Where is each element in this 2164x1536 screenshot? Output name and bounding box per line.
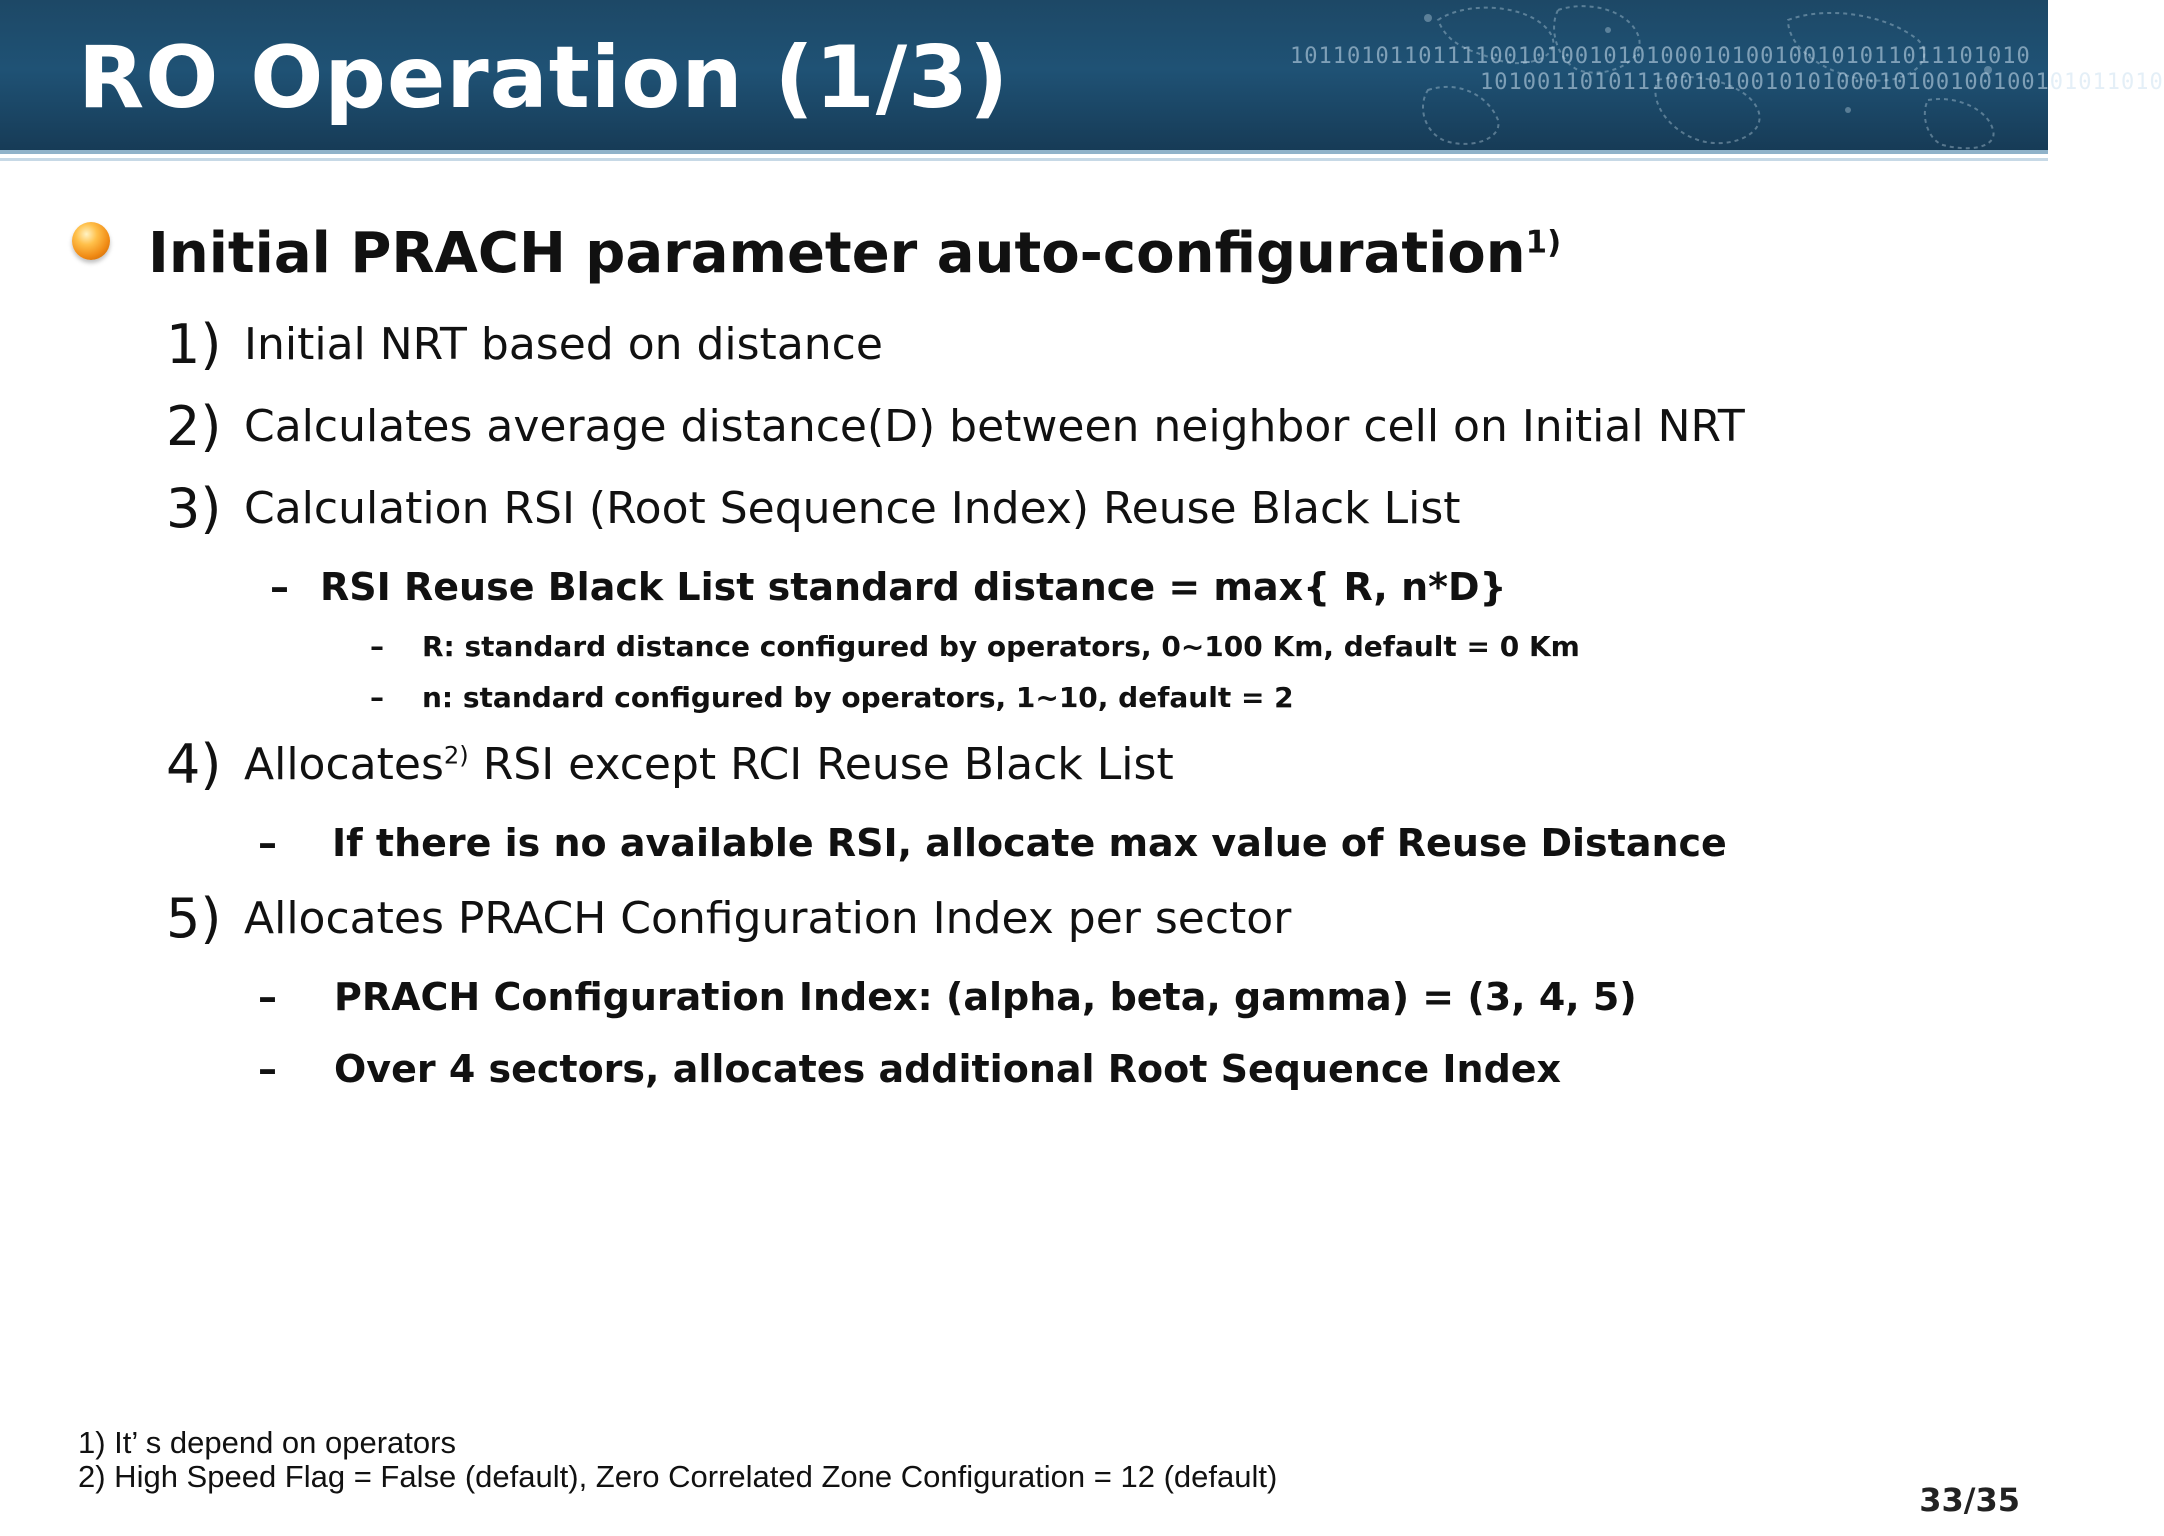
item-text: Allocates PRACH Configuration Index per sector [244, 893, 1292, 944]
footnote-ref: 1) [1525, 224, 1562, 261]
item-text-start: Allocates [244, 739, 444, 790]
dash-marker: – [270, 565, 289, 609]
page-number: 33/35 [1919, 1481, 2020, 1519]
item-number: 2) [166, 395, 222, 458]
item-number: 1) [166, 313, 222, 376]
footnote: 2) High Speed Flag = False (default), Zero Correlated Zone Configuration = 12 (default) [78, 1459, 1278, 1494]
dash-marker: – [258, 975, 277, 1019]
binary-decoration: 1011010110111100101001010100010100100101011011101010 [1290, 44, 2031, 69]
sub-item: If there is no available RSI, allocate max value of Reuse Distance [332, 821, 1727, 865]
dash-marker: – [370, 630, 384, 663]
dash-marker: – [370, 681, 384, 714]
slide-header [0, 0, 2164, 154]
dash-marker: – [258, 821, 277, 865]
item-number: 5) [166, 887, 222, 950]
footnote: 1) It’ s depend on operators [78, 1425, 456, 1460]
dash-marker: – [258, 1047, 277, 1091]
sub-item: Over 4 sectors, allocates additional Root Sequence Index [334, 1047, 1562, 1091]
item-number: 4) [166, 733, 222, 796]
sub-sub-item: R: standard distance configured by operators, 0~100 Km, default = 0 Km [422, 630, 1580, 663]
orange-bullet-icon [72, 222, 110, 260]
sub-sub-item: n: standard configured by operators, 1~10, default = 2 [422, 681, 1294, 714]
item-text: Calculation RSI (Root Sequence Index) Reuse Black List [244, 483, 1461, 534]
footnote-ref: 2) [443, 741, 469, 770]
sub-item: RSI Reuse Black List standard distance = max{ R, n*D} [320, 565, 1507, 609]
header-divider [0, 158, 2048, 161]
binary-decoration: 101001101011100101001010100010100100100101011010 [1480, 70, 2164, 95]
sub-item: PRACH Configuration Index: (alpha, beta, gamma) = (3, 4, 5) [334, 975, 1637, 1019]
item-text: Calculates average distance(D) between neighbor cell on Initial NRT [244, 401, 1745, 452]
item-text-end: RSI except RCI Reuse Black List [468, 739, 1174, 790]
item-text [244, 734, 1174, 796]
section-heading [148, 218, 1561, 290]
header-divider [0, 150, 2048, 154]
item-number: 3) [166, 477, 222, 540]
item-text: Initial NRT based on distance [244, 319, 883, 370]
slide-title: RO Operation (1/3) [78, 28, 1010, 128]
heading-text: Initial PRACH parameter auto-configuration [148, 221, 1526, 286]
